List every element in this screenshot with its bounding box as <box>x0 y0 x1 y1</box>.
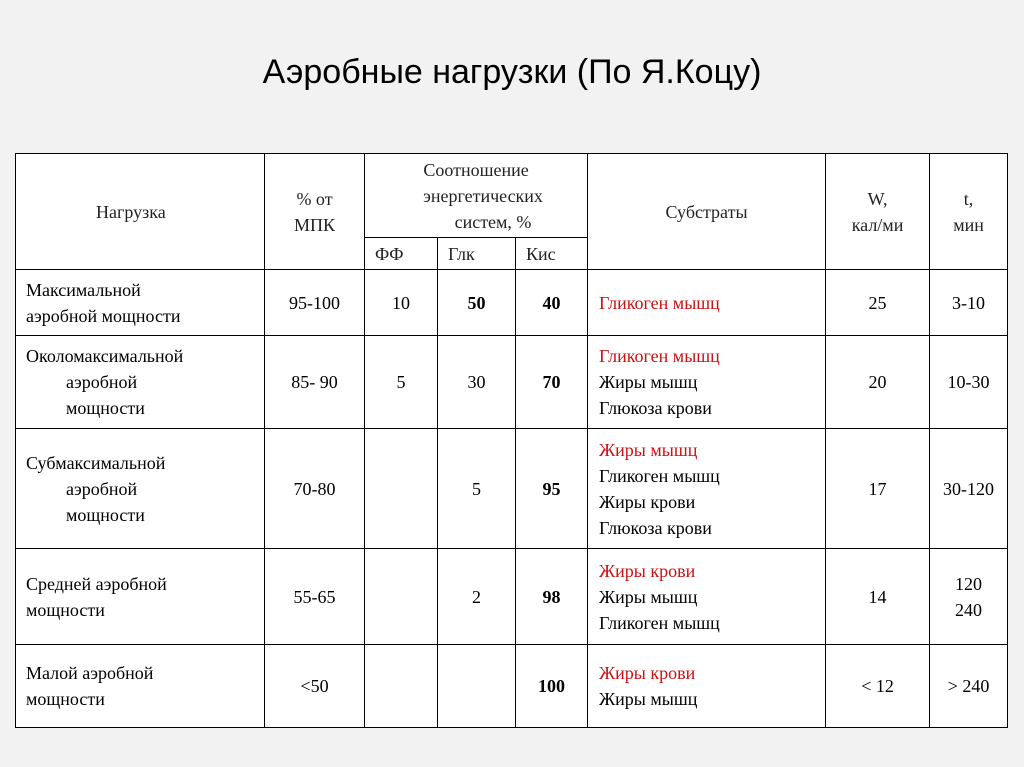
row-vo2: 85- 90 <box>265 336 365 429</box>
row-load-name-line: аэробной <box>66 372 138 392</box>
header-t <box>930 154 1008 270</box>
row-glk <box>438 645 516 728</box>
substrate-item: Жиры мышц <box>599 689 698 709</box>
header-vo2-line2: МПК <box>293 214 335 235</box>
row-ff <box>365 645 438 728</box>
row-t-line: 120 <box>955 573 983 594</box>
row-substrates <box>588 336 826 429</box>
row-t <box>930 549 1008 645</box>
substrate-item: Жиры крови <box>599 663 696 683</box>
header-vo2 <box>265 154 365 270</box>
row-t-line: 240 <box>955 599 983 620</box>
row-substrates <box>588 270 826 336</box>
row-vo2: 95-100 <box>265 270 365 336</box>
row-vo2: 70-80 <box>265 429 365 549</box>
substrate-item: Глюкоза крови <box>599 398 712 418</box>
row-glk: 30 <box>438 336 516 429</box>
row-load-name <box>16 270 265 336</box>
row-load-name-line: Максимальной <box>26 279 141 300</box>
row-w: 14 <box>826 549 930 645</box>
header-row <box>16 154 1008 238</box>
row-glk: 5 <box>438 429 516 549</box>
row-kis: 98 <box>516 549 588 645</box>
substrate-item: Гликоген мышц <box>599 612 720 633</box>
header-w-line1: W, <box>867 188 888 209</box>
row-load-name-line: мощности <box>26 599 105 620</box>
substrate-item: Глюкоза крови <box>599 517 712 538</box>
header-ff: ФФ <box>365 238 438 270</box>
substrate-item: Жиры крови <box>599 560 696 581</box>
row-t-line: 30-120 <box>943 478 995 499</box>
substrate-item: Гликоген мышц <box>599 465 720 486</box>
row-load-name-line: аэробной мощности <box>26 305 181 326</box>
substrate-item: Жиры крови <box>599 491 696 512</box>
row-ff <box>365 549 438 645</box>
header-ratio-line1: Соотношение <box>423 159 529 180</box>
row-load-name <box>16 645 265 728</box>
header-kis: Кис <box>516 238 588 270</box>
page-title: Аэробные нагрузки (По Я.Коцу) <box>262 53 762 91</box>
header-load: Нагрузка <box>16 154 265 270</box>
row-t <box>930 336 1008 429</box>
row-w: < 12 <box>826 645 930 728</box>
header-glk: Глк <box>438 238 516 270</box>
row-kis: 95 <box>516 429 588 549</box>
table-row <box>16 429 1008 549</box>
row-w: 17 <box>826 429 930 549</box>
row-load-name-line: мощности <box>66 398 145 418</box>
header-vo2-line1: % от <box>296 188 333 209</box>
row-load-name-line: аэробной <box>66 478 138 499</box>
row-load-name-line: мощности <box>26 689 105 709</box>
row-glk: 2 <box>438 549 516 645</box>
row-substrates <box>588 645 826 728</box>
substrate-item: Жиры мышц <box>599 372 698 392</box>
row-kis: 70 <box>516 336 588 429</box>
row-t-line: 3-10 <box>952 292 986 313</box>
row-t-line: > 240 <box>947 676 990 696</box>
row-vo2: <50 <box>265 645 365 728</box>
row-load-name <box>16 336 265 429</box>
row-load-name-line: Средней аэробной <box>26 573 167 594</box>
row-vo2: 55-65 <box>265 549 365 645</box>
header-ratio-line3: систем, % <box>454 211 532 232</box>
row-load-name-line: Малой аэробной <box>26 663 154 683</box>
row-load-name-line: Околомаксимальной <box>26 346 184 366</box>
row-t <box>930 270 1008 336</box>
row-kis: 40 <box>516 270 588 336</box>
table-row <box>16 549 1008 645</box>
row-t <box>930 645 1008 728</box>
row-ff <box>365 429 438 549</box>
row-load-name-line: Субмаксимальной <box>26 452 166 473</box>
header-substrates: Субстраты <box>588 154 826 270</box>
row-load-name <box>16 429 265 549</box>
aerobic-loads-table <box>15 153 1008 728</box>
substrate-item: Гликоген мышц <box>599 292 720 313</box>
substrate-item: Жиры мышц <box>599 586 698 607</box>
row-ff: 5 <box>365 336 438 429</box>
header-t-line2: мин <box>953 214 984 235</box>
row-ff: 10 <box>365 270 438 336</box>
substrate-item: Гликоген мышц <box>599 346 720 366</box>
row-load-name <box>16 549 265 645</box>
header-t-line1: t, <box>963 188 974 209</box>
row-w: 25 <box>826 270 930 336</box>
row-w: 20 <box>826 336 930 429</box>
row-substrates <box>588 429 826 549</box>
row-substrates <box>588 549 826 645</box>
substrate-item: Жиры мышц <box>599 439 698 460</box>
table-row <box>16 336 1008 429</box>
header-w <box>826 154 930 270</box>
row-load-name-line: мощности <box>66 504 145 525</box>
row-glk: 50 <box>438 270 516 336</box>
header-ratio-line2: энергетических <box>423 185 543 206</box>
row-t <box>930 429 1008 549</box>
row-kis: 100 <box>516 645 588 728</box>
header-w-line2: кал/ми <box>851 214 904 235</box>
header-ratio <box>365 154 588 238</box>
row-t-line: 10-30 <box>947 372 990 392</box>
table-row <box>16 645 1008 728</box>
table-row <box>16 270 1008 336</box>
